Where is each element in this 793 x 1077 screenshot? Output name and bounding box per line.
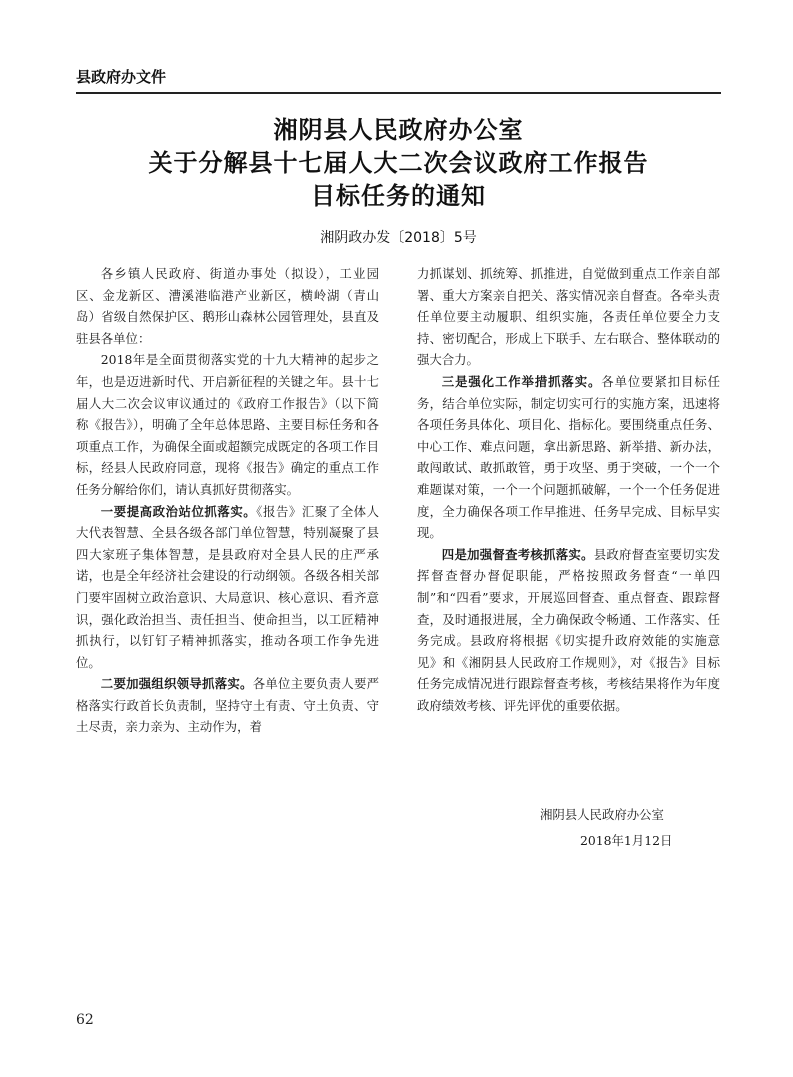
document-title [76, 113, 721, 212]
title-line-3: 目标任务的通知 [311, 181, 486, 210]
point-4-heading: 四是加强督查考核抓落实。 [441, 546, 594, 562]
document-number: 湘阴政办发〔2018〕5号 [320, 230, 477, 246]
signature-organization: 湘阴县人民政府办公室 [540, 807, 664, 822]
point-4-text: 县政府督查室要切实发挥督查督办督促职能，严格按照政务督查“一单四制”和“四看”要求，开展巡回督查、重点督查、跟踪督查，及时通报进展，全力确保政令畅通、工作落实、任务完成。县政府将根据《切实提升政府效能的实施意见》和《湘阴县人民政府工作规则》，对《报告》目标任务完成情况进行跟踪督查考核，考核结果将作为年度政府绩效考核、评先评优的重要依据。 [417, 546, 721, 713]
paragraph-intro: 2018年是全面贯彻落实党的十九大精神的起步之年，也是迈进新时代、开启新征程的关键之年。县十七届人大二次会议审议通过的《政府工作报告》（以下简称《报告》），明确了全年总体思路、主要目标任务和各项重点工作，为确保全面或超额完成既定的各项工作目标，经县人民政府同意，现将《报告》确定的重点工作任务分解给你们，请认真抓好贯彻落实。 [76, 352, 379, 497]
paragraph-point-2-continued: 力抓谋划、抓统筹、抓推进，自觉做到重点工作亲自部署、重大方案亲自把关、落实情况亲自督查。各牵头责任单位要主动履职、组织实施，各责任单位要全力支持、密切配合，形成上下联手、左右联合、整体联动的强大合力。 [417, 266, 720, 368]
body-column-right [417, 263, 720, 716]
point-3-text: 各单位要紧扣目标任务，结合单位实际，制定切实可行的实施方案，迅速将各项任务具体化、项目化、指标化。要围绕重点任务、中心工作、难点问题，拿出新思路、新举措、新办法，敢闯敢试、敢抓敢管，勇于攻坚、勇于突破，一个一个难题谋对策，一个一个问题抓破解，一个一个任务促进度，全力确保各项工作早推进、任务早完成、目标早实现。 [417, 373, 721, 541]
paragraph-point-2 [76, 673, 379, 738]
point-3-heading: 三是强化工作举措抓落实。 [441, 373, 602, 389]
point-1-heading: 一要提高政治站位抓落实。 [100, 503, 257, 519]
title-line-1: 湘阴县人民政府办公室 [273, 115, 524, 144]
paragraph-point-1 [76, 501, 379, 674]
paragraph-point-3 [417, 371, 720, 544]
point-2-text-start: 各单位主要负责人要严格落实行政首长负责制，坚持守土有责、守土负责、守土尽责，亲力亲为、主动作为，着 [76, 676, 380, 735]
paragraph-point-4 [417, 544, 720, 717]
paragraph-addressees: 各乡镇人民政府、街道办事处（拟设），工业园区、金龙新区、漕溪港临港产业新区，横岭湖（青山岛）省级自然保护区、鹅形山森林公园管理处，县直及驻县各单位： [76, 266, 379, 346]
title-line-2: 关于分解县十七届人大二次会议政府工作报告 [148, 148, 649, 177]
body-column-left [76, 263, 379, 738]
section-header-label: 县政府办文件 [76, 68, 167, 86]
point-1-text: 《报告》汇聚了全体人大代表智慧、全县各级各部门单位智慧，特别凝聚了县四大家班子集体智慧，是县政府对全县人民的庄严承诺，也是全年经济社会建设的行动纲领。各级各相关部门要牢固树立政治意识、大局意识、核心意识、看齐意识，强化政治担当、责任担当、使命担当，以工匠精神抓执行，以钉钉子精神抓落实，推动各项工作争先进位。 [76, 503, 379, 670]
header-rule [76, 92, 721, 94]
signature-date: 2018年1月12日 [580, 833, 673, 848]
page-number: 62 [76, 1012, 94, 1028]
point-2-heading: 二要加强组织领导抓落实。 [100, 676, 253, 692]
